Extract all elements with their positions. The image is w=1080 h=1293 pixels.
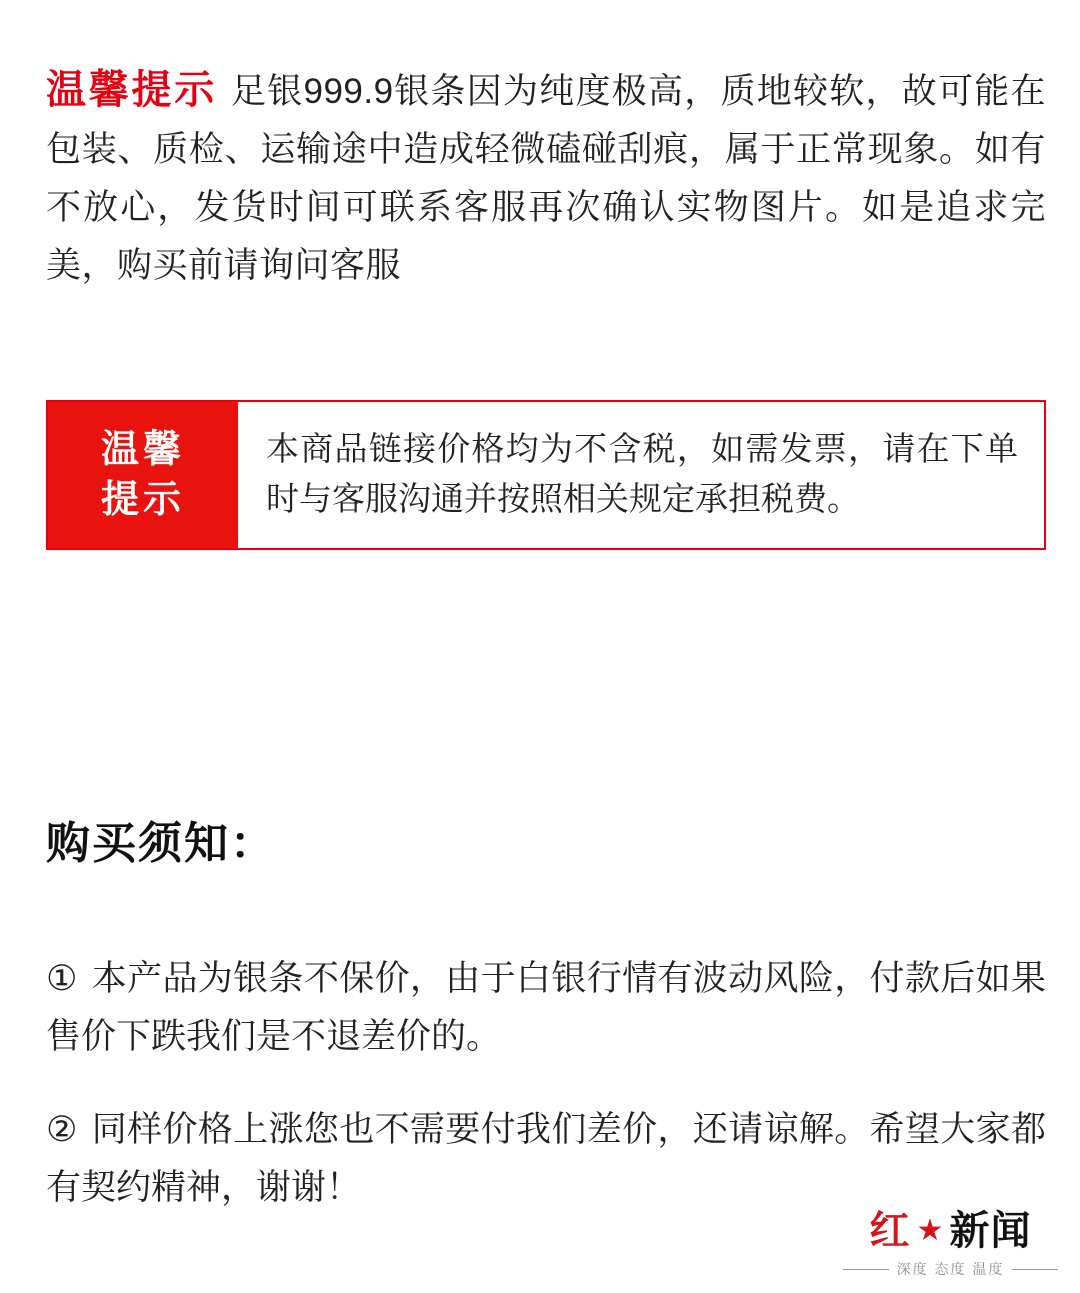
boxed-notice-label-line2: 提示 xyxy=(100,479,185,521)
watermark-subline xyxy=(843,1259,1058,1279)
watermark-black-text: 新闻 xyxy=(949,1209,1032,1253)
note-number: ① xyxy=(46,959,78,998)
list-item xyxy=(46,1101,1046,1217)
note-text: 本产品为银条不保价，由于白银行情有波动风险，付款后如果售价下跌我们是不退差价的。 xyxy=(46,959,1046,1056)
top-notice-block xyxy=(46,26,1046,330)
top-notice-paragraph xyxy=(46,61,1046,295)
note-number: ② xyxy=(46,1110,78,1149)
star-icon: ★ xyxy=(916,1214,944,1247)
watermark-main xyxy=(843,1209,1058,1253)
watermark-subtext: 深度 态度 温度 xyxy=(896,1261,1005,1277)
section-heading: 购买须知： xyxy=(46,818,276,868)
watermark-red-text: 红 xyxy=(869,1209,911,1253)
divider-left xyxy=(843,1269,889,1270)
divider-right xyxy=(1012,1269,1058,1270)
watermark-logo xyxy=(843,1209,1058,1279)
boxed-notice xyxy=(46,400,1046,550)
note-text: 同样价格上涨您也不需要付我们差价，还请谅解。希望大家都有契约精神，谢谢！ xyxy=(46,1110,1046,1207)
list-item xyxy=(46,950,1046,1066)
boxed-notice-body: 本商品链接价格均为不含税，如需发票，请在下单时与客服沟通并按照相关规定承担税费。 xyxy=(266,430,1018,517)
purchase-notes-list xyxy=(46,915,1046,1249)
boxed-notice-label-line1: 温馨 xyxy=(100,429,185,471)
boxed-notice-label xyxy=(48,402,238,548)
top-notice-badge: 温馨提示 xyxy=(46,68,217,112)
top-notice-body: 足银999.9银条因为纯度极高，质地较软，故可能在包装、质检、运输途中造成轻微磕碰刮痕，属于正常现象。如有不放心，发货时间可联系客服再次确认实物图片。如是追求完美，购买前请询问客服 xyxy=(46,72,1046,285)
